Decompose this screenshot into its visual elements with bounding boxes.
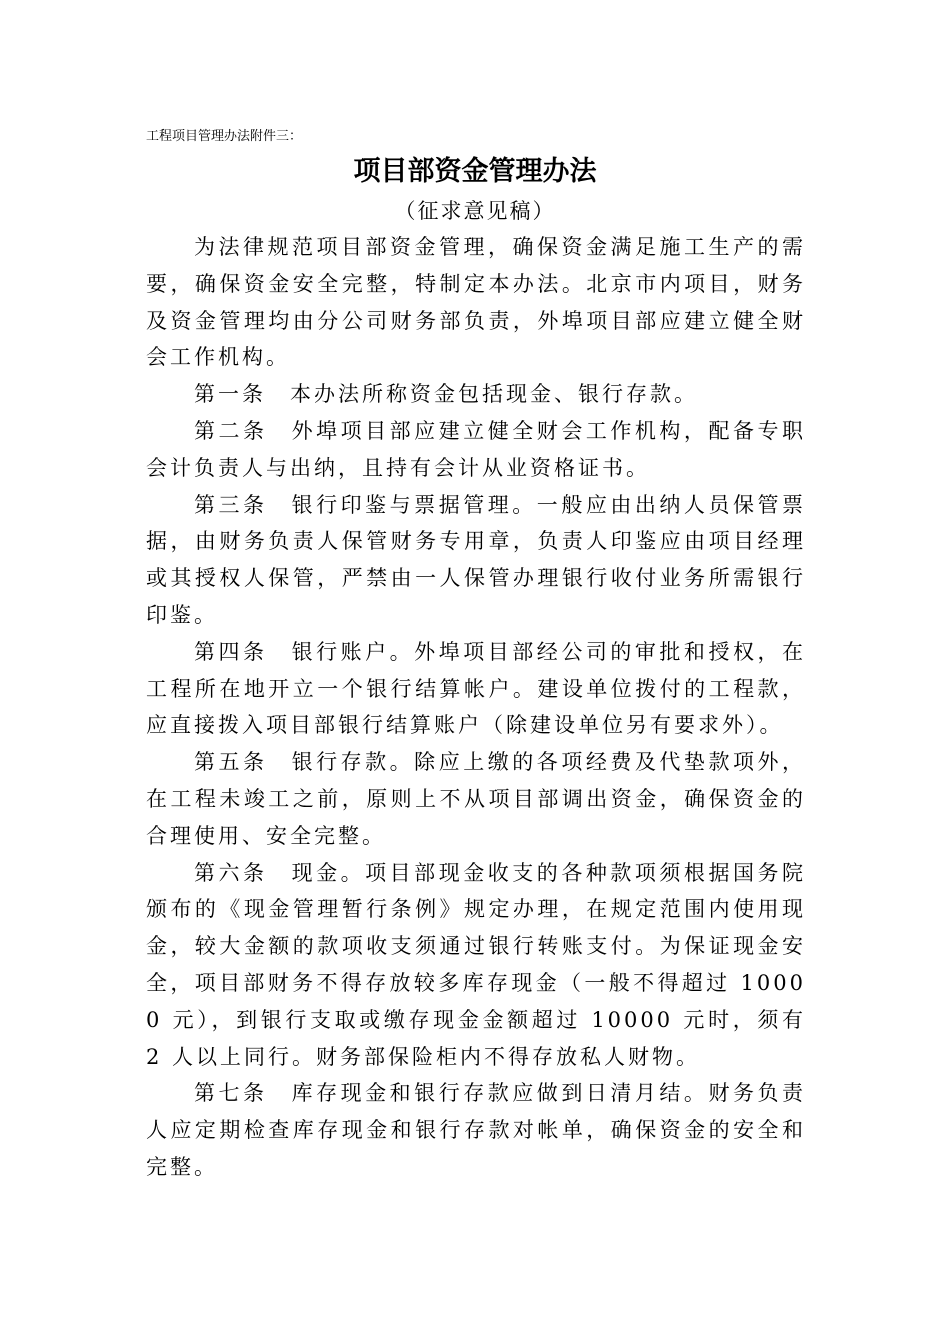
article-paragraph <box>146 487 806 634</box>
article-text: 本办法所称资金包括现金、银行存款。 <box>290 382 698 407</box>
article-paragraph <box>146 1075 806 1185</box>
article-paragraph <box>146 855 806 1076</box>
article-number: 第七条 <box>194 1081 268 1106</box>
document-body <box>146 229 806 1186</box>
article-number: 第一条 <box>194 382 266 407</box>
article-paragraph <box>146 634 806 744</box>
article-text: 库存现金和银行存款应做到日清月结。财务负责人应定期检查库存现金和银行存款对帐单，确保资金的安全和完整。 <box>146 1081 807 1179</box>
article-paragraph <box>146 376 806 413</box>
article-number: 第四条 <box>194 639 268 664</box>
article-number: 第二条 <box>194 418 268 443</box>
article-number: 第五条 <box>194 750 268 775</box>
article-text: 银行存款。除应上缴的各项经费及代垫款项外，在工程未竣工之前，原则上不从项目部调出资金，确保资金的合理使用、安全完整。 <box>146 750 807 848</box>
article-text: 银行印鉴与票据管理。一般应由出纳人员保管票据，由财务负责人保管财务专用章，负责人印鉴应由项目经理或其授权人保管，严禁由一人保管办理银行收付业务所需银行印鉴。 <box>146 492 807 627</box>
document-title: 项目部资金管理办法 <box>353 156 597 187</box>
article-paragraph <box>146 744 806 854</box>
article-number: 第三条 <box>194 492 268 517</box>
article-text: 现金。项目部现金收支的各种款项须根据国务院颁布的《现金管理暂行条例》规定办理，在规定范围内使用现金，较大金额的款项收支须通过银行转账支付。为保证现金安全，项目部财务不得存放较多库存现金（一般不得超过 10000 元），到银行支取或缴存现金金额超过 10000 元时，须有 2 人以上同行。财务部保险柜内不得存放私人财物。 <box>146 860 807 1069</box>
attachment-label: 工程项目管理办法附件三： <box>146 129 303 144</box>
article-number: 第六条 <box>194 860 268 885</box>
article-paragraph <box>146 413 806 487</box>
article-text: 外埠项目部应建立健全财会工作机构，配备专职会计负责人与出纳，且持有会计从业资格证书。 <box>146 418 807 480</box>
preamble-paragraph: 为法律规范项目部资金管理，确保资金满足施工生产的需要，确保资金安全完整，特制定本办法。北京市内项目，财务及资金管理均由分公司财务部负责，外埠项目部应建立健全财会工作机构。 <box>146 235 806 370</box>
document-subtitle: （征求意见稿） <box>394 199 556 223</box>
article-text: 银行账户。外埠项目部经公司的审批和授权，在工程所在地开立一个银行结算帐户。建设单位拨付的工程款，应直接拨入项目部银行结算账户（除建设单位另有要求外）。 <box>146 639 807 738</box>
